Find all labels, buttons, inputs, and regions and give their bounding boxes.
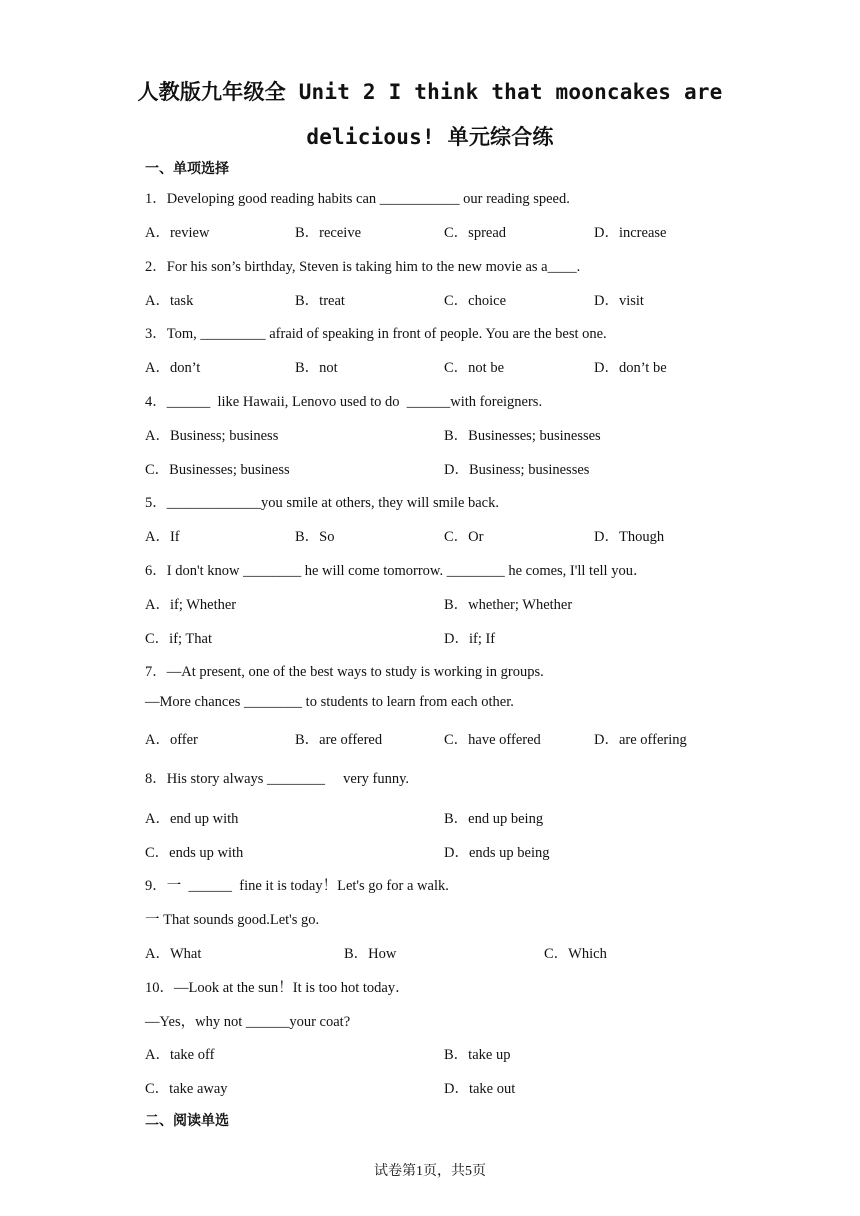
document-title-line2: delicious! 单元综合练 xyxy=(306,125,554,149)
question-1-stem: 1．Developing good reading habits can ___________ our reading speed. xyxy=(145,191,570,207)
section-heading-reading: 二、阅读单选 xyxy=(145,1113,229,1129)
q7-option-d: D．are offering xyxy=(594,732,687,748)
q4-option-a: A．Business; business xyxy=(145,428,279,444)
q10-option-b: B．take up xyxy=(444,1047,511,1063)
question-6-stem: 6．I don't know ________ he will come tomorrow. ________ he comes, I'll tell you． xyxy=(145,563,648,579)
section-heading-single-choice: 一、单项选择 xyxy=(145,161,229,177)
q7-option-b: B．are offered xyxy=(295,732,383,748)
q4-option-d: D．Business; businesses xyxy=(444,462,590,478)
question-7-stem-line2: —More chances ________ to students to learn from each other. xyxy=(145,694,514,710)
q4-option-b: B．Businesses; businesses xyxy=(444,428,601,444)
q1-option-a: A．review xyxy=(145,225,210,241)
question-9-stem: 9．一 ______ fine it is today！Let's go for a walk. xyxy=(145,878,449,894)
q8-option-d: D．ends up being xyxy=(444,845,550,861)
q2-option-b: B．treat xyxy=(295,293,345,309)
q6-option-d: D．if; If xyxy=(444,631,496,647)
q7-option-c: C．have offered xyxy=(444,732,541,748)
q7-option-a: A．offer xyxy=(145,732,198,748)
q8-option-c: C．ends up with xyxy=(145,845,244,861)
question-10-stem: 10．—Look at the sun！It is too hot today． xyxy=(145,980,410,996)
question-8-stem: 8．His story always ________ very funny. xyxy=(145,771,410,787)
question-3-stem: 3．Tom, _________ afraid of speaking in front of people. You are the best one. xyxy=(145,326,607,342)
question-2-stem: 2．For his son’s birthday, Steven is taking him to the new movie as a____. xyxy=(145,259,581,275)
q8-option-b: B．end up being xyxy=(444,811,544,827)
q5-option-c: C．Or xyxy=(444,529,484,545)
q8-option-a: A．end up with xyxy=(145,811,239,827)
q2-option-d: D．visit xyxy=(594,293,644,309)
q1-option-b: B．receive xyxy=(295,225,362,241)
q2-option-c: C．choice xyxy=(444,293,507,309)
q3-option-c: C．not be xyxy=(444,360,505,376)
q2-option-a: A．task xyxy=(145,293,194,309)
question-5-stem: 5．_____________you smile at others, they will smile back. xyxy=(145,495,499,511)
q9-option-a: A．What xyxy=(145,946,202,962)
q6-option-a: A．if; Whether xyxy=(145,597,237,613)
page-footer: 试卷第1页，共5页 xyxy=(374,1164,486,1179)
question-9-stem-line2: 一 That sounds good.Let's go. xyxy=(145,912,320,928)
q9-option-b: B．How xyxy=(344,946,397,962)
q6-option-b: B．whether; Whether xyxy=(444,597,573,613)
q3-option-b: B．not xyxy=(295,360,338,376)
q10-option-d: D．take out xyxy=(444,1081,516,1097)
q5-option-b: B．So xyxy=(295,529,335,545)
question-4-stem: 4．______ like Hawaii, Lenovo used to do ______with foreigners. xyxy=(145,394,543,410)
question-10-stem-line2: —Yes，why not ______your coat? xyxy=(145,1014,351,1030)
q6-option-c: C．if; That xyxy=(145,631,212,647)
question-7-stem: 7．—At present, one of the best ways to study is working in groups. xyxy=(145,664,544,680)
q3-option-a: A．don’t xyxy=(145,360,201,376)
q3-option-d: D．don’t be xyxy=(594,360,667,376)
q5-option-a: A．If xyxy=(145,529,180,545)
q5-option-d: D．Though xyxy=(594,529,665,545)
q10-option-a: A．take off xyxy=(145,1047,215,1063)
q1-option-c: C．spread xyxy=(444,225,507,241)
q1-option-d: D．increase xyxy=(594,225,667,241)
document-title-line1: 人教版九年级全 Unit 2 I think that mooncakes are xyxy=(137,80,723,104)
q4-option-c: C．Businesses; business xyxy=(145,462,290,478)
q9-option-c: C．Which xyxy=(544,946,607,962)
q10-option-c: C．take away xyxy=(145,1081,228,1097)
